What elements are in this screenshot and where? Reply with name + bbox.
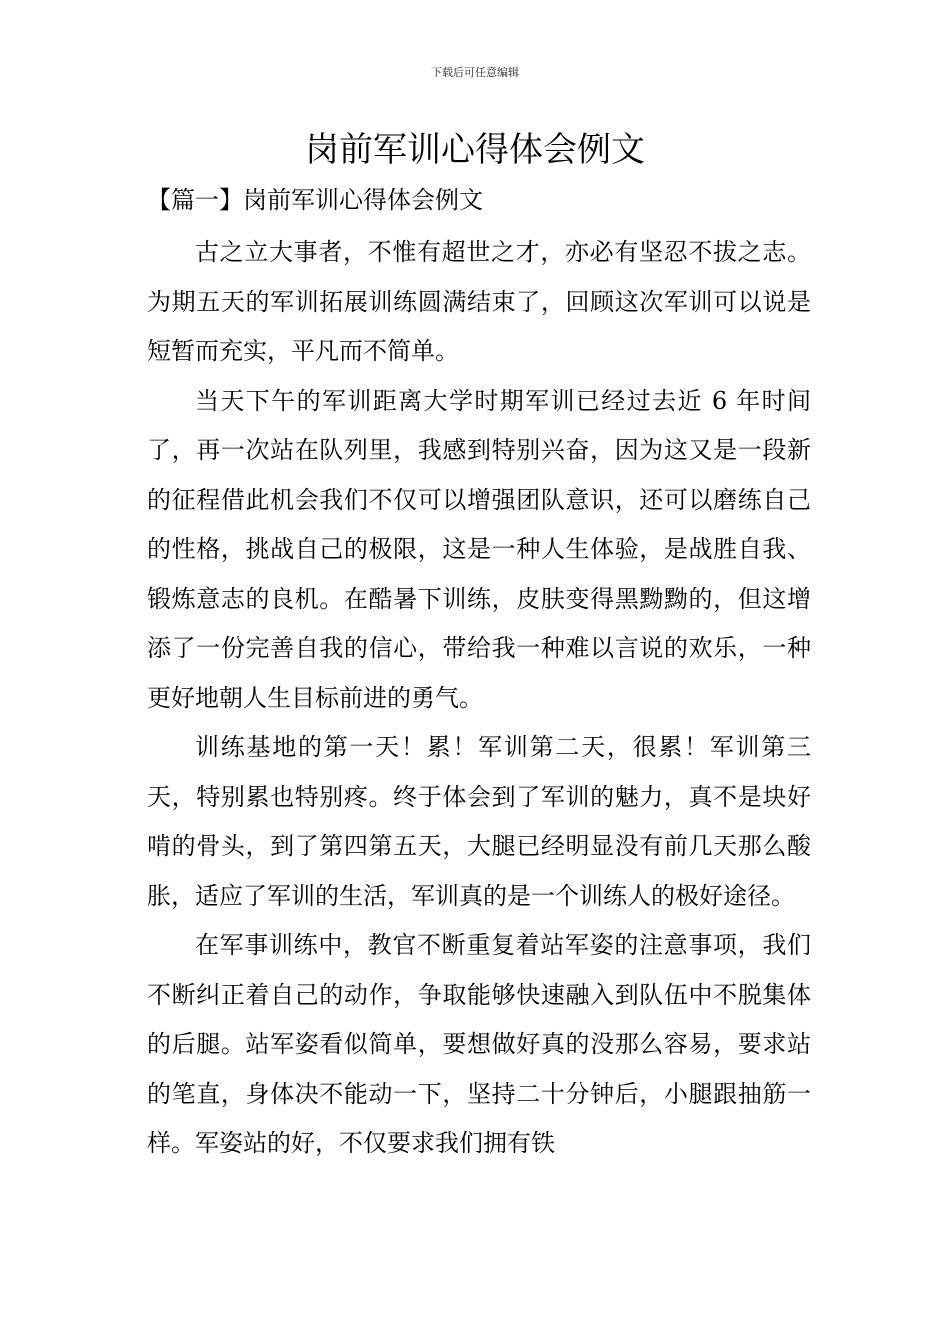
document-title: 岗前军训心得体会例文 (305, 130, 645, 170)
paragraph-3: 训练基地的第一天！累！军训第二天，很累！军训第三天，特别累也特别疼。终于体会到了军训的魅力，真不是块好啃的骨头，到了第四第五天，大腿已经明显没有前几天那么酸胀，适应了军训的生活，军训真的是一个训练人的极好途径。 (147, 733, 811, 910)
section-heading: 【篇一】岗前军训心得体会例文 (147, 186, 483, 214)
header-note: 下载后可任意编辑 (431, 66, 519, 79)
paragraph-4: 在军事训练中，教官不断重复着站军姿的注意事项，我们不断纠正着自己的动作，争取能够快速融入到队伍中不脱集体的后腿。站军姿看似简单，要想做好真的没那么容易，要求站的笔直，身体决不能动一下，坚持二十分钟后，小腿跟抽筋一样。军姿站的好，不仅要求我们拥有铁 (147, 931, 811, 1157)
document-body (147, 228, 811, 1169)
paragraph-1: 古之立大事者，不惟有超世之才，亦必有坚忍不拔之志。为期五天的军训拓展训练圆满结束了，回顾这次军训可以说是短暂而充实，平凡而不简单。 (147, 238, 811, 365)
paragraph-2: 当天下午的军训距离大学时期军训已经过去近 6 年时间了，再一次站在队列里，我感到特别兴奋，因为这又是一段新的征程借此机会我们不仅可以增强团队意识，还可以磨练自己的性格，挑战自己的极限，这是一种人生体验，是战胜自我、锻炼意志的良机。在酷暑下训练，皮肤变得黑黝黝的，但这增添了一份完善自我的信心，带给我一种难以言说的欢乐，一种更好地朝人生目标前进的勇气。 (147, 386, 811, 712)
